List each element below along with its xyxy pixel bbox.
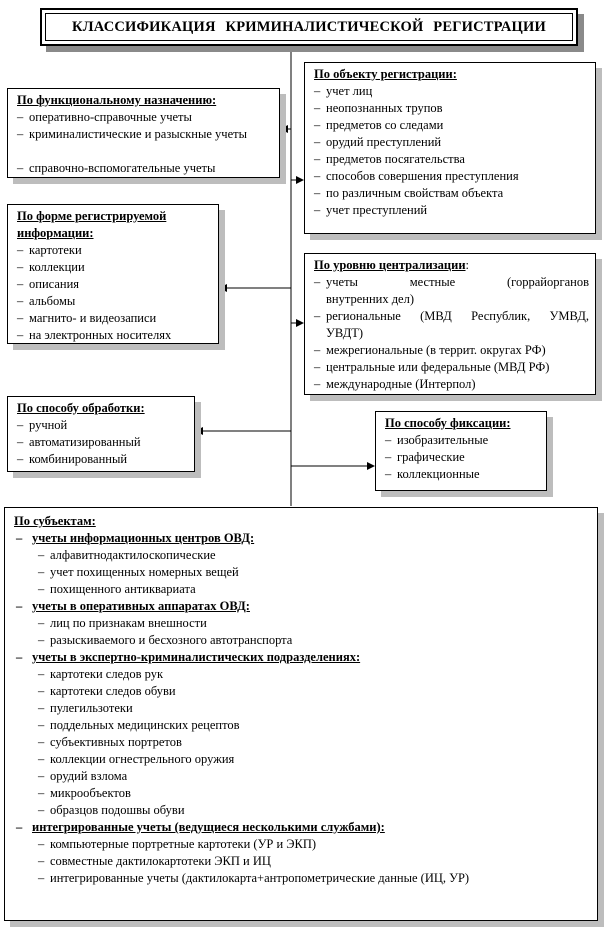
- subjects-item: – разыскиваемого и бесхозного автотранспорта: [38, 632, 591, 649]
- form-item: – магнито- и видеозаписи: [17, 310, 212, 327]
- diagram-title: КЛАССИФИКАЦИЯ КРИМИНАЛИСТИЧЕСКОЙ РЕГИСТРАЦИИ: [45, 13, 573, 41]
- level-item: – центральные или федеральные (МВД РФ): [314, 359, 589, 376]
- subjects-section-title: – интегрированные учеты (ведущиеся несколькими службами):: [14, 819, 591, 836]
- object-item: – предметов посягательства: [314, 151, 589, 168]
- form-box: [7, 204, 219, 344]
- object-item: – орудий преступлений: [314, 134, 589, 151]
- form-item: – на электронных носителях: [17, 327, 212, 344]
- object-item: – учет лиц: [314, 83, 589, 100]
- subjects-item: – совместные дактилокартотеки ЭКП и ИЦ: [38, 853, 591, 870]
- object-item: – по различным свойствам объекта: [314, 185, 589, 202]
- object-item: – учет преступлений: [314, 202, 589, 219]
- processing-box: [7, 396, 195, 472]
- functional-box: [7, 88, 280, 178]
- form-item: – картотеки: [17, 242, 212, 259]
- subjects-section-title: – учеты в оперативных аппаратах ОВД:: [14, 598, 591, 615]
- object-item: – предметов со следами: [314, 117, 589, 134]
- subjects-item: – пулегильзотеки: [38, 700, 591, 717]
- functional-heading: По функциональному назначению:: [17, 93, 217, 107]
- level-box: [304, 253, 596, 395]
- subjects-item: – учет похищенных номерных вещей: [38, 564, 591, 581]
- subjects-item: – орудий взлома: [38, 768, 591, 785]
- subjects-item: – интегрированные учеты (дактилокарта+антропометрические данные (ИЦ, УР): [38, 870, 591, 887]
- functional-item: – оперативно-справочные учеты: [17, 109, 273, 126]
- level-item: – учеты местные (горрайорганов внутренних дел): [314, 274, 589, 308]
- processing-item: – автоматизированный: [17, 434, 188, 451]
- processing-item: – комбинированный: [17, 451, 188, 468]
- fixation-item: – графические: [385, 449, 540, 466]
- processing-heading: По способу обработки:: [17, 401, 145, 415]
- subjects-item: – картотеки следов рук: [38, 666, 591, 683]
- object-item: – способов совершения преступления: [314, 168, 589, 185]
- subjects-item: – алфавитнодактилоскопические: [38, 547, 591, 564]
- form-heading: По форме регистрируемой информации:: [17, 209, 167, 240]
- functional-item: – криминалистические и разыскные учеты: [17, 126, 273, 160]
- functional-item: – справочно-вспомогательные учеты: [17, 160, 273, 177]
- level-item: – межрегиональные (в террит. округах РФ): [314, 342, 589, 359]
- subjects-item: – картотеки следов обуви: [38, 683, 591, 700]
- subjects-section-title: – учеты в экспертно-криминалистических подразделениях:: [14, 649, 591, 666]
- subjects-heading: По субъектам:: [14, 514, 96, 528]
- subjects-section-title: – учеты информационных центров ОВД:: [14, 530, 591, 547]
- level-item: – международные (Интерпол): [314, 376, 589, 393]
- object-heading: По объекту регистрации:: [314, 67, 457, 81]
- diagram-title-box: [40, 8, 578, 46]
- fixation-item: – коллекционные: [385, 466, 540, 483]
- subjects-item: – микрообъектов: [38, 785, 591, 802]
- subjects-item: – похищенного антиквариата: [38, 581, 591, 598]
- fixation-item: – изобразительные: [385, 432, 540, 449]
- form-item: – альбомы: [17, 293, 212, 310]
- object-box: [304, 62, 596, 234]
- subjects-item: – лиц по признакам внешности: [38, 615, 591, 632]
- subjects-item: – коллекции огнестрельного оружия: [38, 751, 591, 768]
- subjects-item: – субъективных портретов: [38, 734, 591, 751]
- subjects-item: – компьютерные портретные картотеки (УР и ЭКП): [38, 836, 591, 853]
- subjects-box: [4, 507, 598, 921]
- form-item: – описания: [17, 276, 212, 293]
- fixation-heading: По способу фиксации:: [385, 416, 511, 430]
- subjects-item: – поддельных медицинских рецептов: [38, 717, 591, 734]
- fixation-box: [375, 411, 547, 491]
- subjects-item: – образцов подошвы обуви: [38, 802, 591, 819]
- form-item: – коллекции: [17, 259, 212, 276]
- object-item: – неопознанных трупов: [314, 100, 589, 117]
- processing-item: – ручной: [17, 417, 188, 434]
- level-heading: По уровню централизации:: [314, 258, 470, 272]
- level-item: – региональные (МВД Республик, УМВД, УВДТ): [314, 308, 589, 342]
